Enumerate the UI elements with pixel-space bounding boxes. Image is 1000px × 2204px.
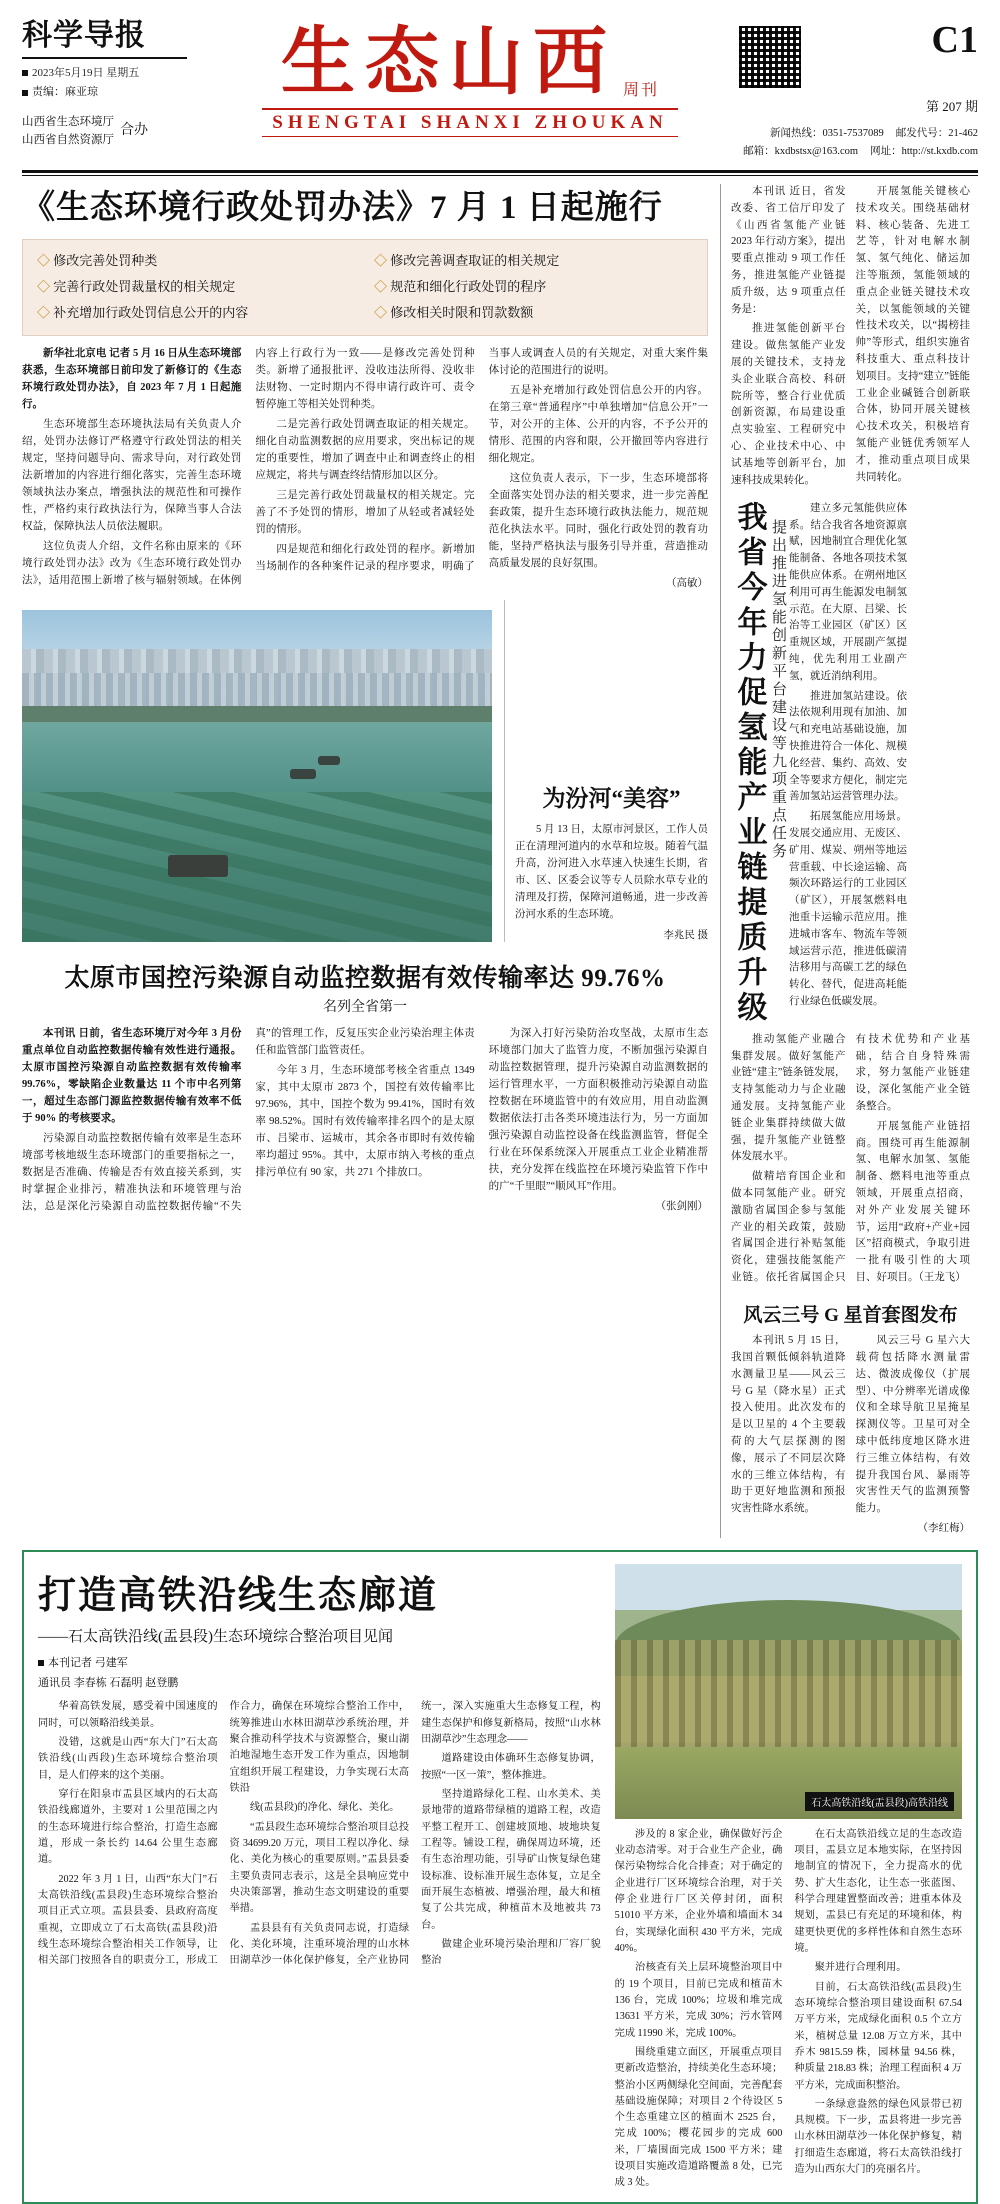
paragraph: 本刊讯 日前，省生态环境厅对今年 3 月份重点单位自动监控数据传输有效性进行通报。太原市国控污染源自动监控数据有效传输率 99.76%，零缺陷企业数量达 11 个市中名列第一，超过生态部门源监控数据传输有效率不低于 90% 的考核要求。 [22,1027,242,1124]
joint-label: 合办 [120,123,148,139]
main-column [22,184,708,1538]
sponsor-1: 山西省生态环境厅 [22,116,114,129]
paragraph: 三是完善行政处罚裁量权的相关规定。完善了不予处罚的情形，增加了从轻或者减轻处罚的情形。 [255,489,475,535]
paragraph: 没错，这就是山西“东大门”石太高铁沿线(山西段)生态环境综合整治项目，是人们停来的这个美丽。 [38,1737,218,1781]
paragraph: “盂县段生态环境综合整治项目总投资 34699.20 万元，项目工程以净化、绿化、美化为核心的重要原则。”盂县县委主要负责同志表示，这是全县响应党中央决策部署，推动生态文明建设的重要举措。 [229,1821,410,1915]
photo-caption-title: 为汾河“美容” [542,785,681,811]
editor-line: 责编：麻亚琼 [32,86,98,99]
paragraph: 本刊讯 5 月 15 日，我国首颗低倾斜轨道降水测量卫星——风云三号 G 星（降水星）正式投入使用。此次发布的是以卫星的 4 个主要载荷的大气层探测的图像，展示了不同层次降水的三维立体结构，有助于更好地监测和预报灾害性降水系统。 [731,1335,846,1515]
photo-boat [168,855,228,877]
photo-caption-text: 5 月 13 日，太原市河景区，工作人员正在清理河道内的水草和垃圾。随着气温升高，汾河进入水草速入快速生长期，省市、区、区委会议等专人员除水草专业的清理及打捞，保障河道畅通，进一步改善汾河水系的生态环境。 [515,823,708,920]
paragraph: 推进加氢站建设。依法依规利用现有加油、加气和充电站基础设施，加快推进符合一体化、规模化经营、集约、高效、安全等要求方便化，制定完善加氢站运营管理办法。 [789,690,907,803]
right-lower-body [731,1032,970,1288]
paragraph: 建立多元氢能供应体系。结合我省各地资源禀赋，因地制宜合理优化氢能制备、各地各项技术氢能供应体系。在朔州地区利用可再生能源发电制氢示范。在大原、吕梁、长治等工业园区（矿区）区重规区域，开展副产氢提纯，优先利用工业副产氢，就近消纳利用。 [789,502,907,682]
photo-credit: 李兆民 摄 [663,929,708,941]
railway-corridor-photo [615,1564,962,1819]
photo-column [22,600,492,942]
vertical-headline-block [731,497,970,1026]
bottom-right [615,1564,962,2192]
square-bullet-icon [38,1660,44,1666]
photo-caption-label: 石太高铁沿线(盂县段)高铁沿线 [805,1792,954,1811]
bullet-item: ◇ 规范和细化行政处罚的程序 [374,276,693,298]
paragraph: 做精培育国企业和做本同氢能产业。研究激励省属国企参与氢能产业的相关政策，鼓励省属国企进行补贴氢能资化，建强技能氢能产业链。依托省属国企只有技术优势和产业基础，结合自身特殊需求，努力氢能产业链建设，深化氢能产业全链条整合。 [731,1033,970,1283]
lead-body [22,345,708,592]
paragraph: 开展氢能关键核心技术攻关。围绕基础材料、核心装备、先进工艺等，针对电解水制氢、氢气纯化、储运加注等瓶颈，氢能领域的重点企业链关键技术攻关，以氢能领域的关键性技术攻关，以“揭榜挂帅”等形式，组织实施省科技重大、重点科技计划项目。支持“建立”链能工业企业碱链合创新联合体，协同开展关键核心技术攻关，积极培育氢能产业链优秀领军人才，推动重点项目成果共同转化。 [855,186,970,483]
bottom-left [38,1564,601,2192]
right-substory-headline: 风云三号 G 星首套图发布 [743,1305,958,1327]
bottom-feature [22,1550,978,2204]
bullet-item: ◇ 修改完善调查取证的相关规定 [374,250,693,272]
right-mid-body [789,501,907,1026]
paragraph: 本刊讯 近日，省发改委、省工信厅印发了《山西省氢能产业链 2023 年行动方案》，提出要重点推动 9 项工作任务，推进氢能产业链提质升级，达 9 项重点任务是： [731,186,846,315]
issue-date: 2023年5月19日 星期五 [32,66,140,79]
sponsor-2: 山西省自然资源厅 [22,134,114,147]
masthead-center [212,14,728,137]
bullet-item: ◇ 修改完善处罚种类 [37,250,356,272]
paragraph: 五是补充增加行政处罚信息公开的内容。在第三章“普通程序”中单独增加“信息公开”一节，对公开的主体、公开的内容，不予公开的情形、范围的内容和限，公开撤回等内容进行细化规定。 [488,384,708,464]
hotline: 新闻热线：0351-7537089 [770,128,884,139]
logo-divider [22,57,187,59]
byline: （高敏） [665,577,708,589]
bottom-body-right [615,1827,962,2192]
weekly-label: 周刊 [622,82,659,100]
issue-number: 第 207 期 [925,99,978,114]
paragraph: 涉及的 8 家企业，确保做好污企业动态清零。对于合业生产企业，确保污染物综合化合排查；对于确定的企业进行厂区环境综合治理，对于关停企业进行厂区关停封闭，面积 51010 平方米，企业外墙和墙面木 34 台，实现绿化面积 430 平方米，完成 40%。 [614,1828,783,1955]
paragraph: 线(盂县段)的净化、绿化、美化。 [249,1802,400,1814]
photo-skyline-back [22,673,492,706]
lead-bullets [22,239,708,335]
paragraph: 在石太高铁沿线立足的生态改造项目，盂县立足本地实际，在坚持因地制宜的情况下，全力提高水的优势、扩大生态化，让生态一张蓝图、科学合理建置整面改善；进重本体及规划，盂县已有充足的环境和体，构建更快更优的多样性体和自然生态环境。 [794,1828,962,1955]
email: 邮箱：kxdbstsx@163.com [743,145,859,157]
bullet-item: ◇ 完善行政处罚裁量权的相关规定 [37,276,356,298]
paragraph: 拓展氢能应用场景。发展交通应用、无废区、矿用、煤炭、朔州等地运营重载、中长途运输、高频次环路运行的工业园区（矿区），开展氢燃料电池重卡运输示范应用。推进城市客车、物流车等领域运营示范，推进低碳清洁移用与高碳工艺的绿色转化、替代，促进高耗能行业绿色低碳发展。 [789,811,907,1007]
story2-body [22,1025,708,1215]
right-substory-body [731,1333,970,1538]
paragraph: 围绕重建立面区，开展重点项目更新改造整治，持续美化生态环境；整治小区两侧绿化空间面，完善配套基础设施保障；对项目 2 个待设区 5 个生态重建立区的植面木 2525 台，完成 100%；樱花园步的完成 600 米，厂墙围面完成 1500 平方米；建设项目实施改造道路覆盖 8 处，已完成 3 处。 [614,2046,783,2189]
paragraph: 做建企业环境污染治理和厂容厂貌整治 [421,1938,601,1967]
right-column [720,184,970,1538]
byline: （张剑刚） [655,1200,708,1212]
paragraph: 治核查有关上层环境整治项目中的 19 个项目，目前已完成和植苗木 136 台，完成 100%；垃圾和堆完成 13631 平方米，完成 30%；污水管网完成 11990 米，完成 100%。 [614,1962,783,2039]
paragraph: 聚并进行合理利用。 [814,1962,907,1974]
vertical-subhead: 提出推进氢能创新平台建设等九项重点任务 [770,518,786,861]
photo-boat [290,769,316,779]
right-top-body [731,184,970,491]
photo-boat [318,756,340,765]
paragraph: 四是规范和细化行政处罚的程序。新增加当场制作的各种案件记录的程序要求，明确了当事人或调查人员的有关规定，对重大案件集体讨论的范围进行的说明。 [255,347,708,572]
paragraph: 盂县县有有关负责同志说，打造绿化、美化环境，注重环境治理的山水林田湖草沙一体化保护修复，全产业协同统一，深入实施重大生态修复工程，构建生态保护和修复新格局，按照“山水林田湖草沙”生态理念—— [229,1701,601,1967]
paragraph: 目前，石太高铁沿线(盂县段)生态环境综合整治项目建设面积 67.54 万平方米，完成绿化面积 0.5 个立方米，植树总量 12.08 万立方米，其中乔木 9815.59 株，园林量 94.56 株，种质量 218.83 株；治理工程面积 4 万平方米，完成面积整治。 [794,1981,962,2091]
story2-headline: 太原市国控污染源自动监控数据有效传输率达 99.76% [64,964,666,992]
photo-story-block [22,600,708,942]
bottom-body-left [38,1699,601,1970]
vertical-headline: 我省今年力促氢能产业链提质升级 [732,500,766,1026]
page-number: C1 [931,19,978,61]
paragraph: 华着高铁发展，感受着中国速度的同时，可以领略沿线美景。 [38,1701,218,1729]
masthead-meta [22,64,212,104]
paragraph: 道路建设由体确环生态修复协调，按照“一区一策”，整体推进。 [421,1753,601,1781]
bottom-subhead: ——石太高铁沿线(盂县段)生态环境综合整治项目见闻 [38,1628,393,1645]
masthead-rule-thick [22,170,978,173]
paper-title-pinyin: SHENGTAI SHANXI ZHOUKAN [262,108,677,137]
website[interactable]: 网址：http://st.kxdb.com [870,145,978,157]
paragraph: 开展氢能产业链招商。围绕可再生能源制氢、电解水加氢、氢能制备、燃料电池等重点领域，开展重点招商，对外产业发展关键环节，运用“政府+产业+园区”招商模式，争取引进一批有吸引性的大项目、好项目。（王龙飞） [855,1120,970,1283]
paragraph: 二是完善行政处罚调查取证的相关规定。细化自动监测数据的应用要求，突出标记的规定的重要性，增加了调查中止和调查终止的相应规定，将共与调查终结情形加以区分。 [255,418,475,481]
paragraph: 穿行在阳泉市盂县区域内的石太高铁沿线廊道外，主要对 1 公里范围之内的生态环境进行综合整治，打造生态廊道，形成一条长约 14.64 公里生态廊道。 [38,1789,218,1866]
paper-title: 生态山西 [280,22,617,104]
byline: （李红梅） [917,1523,970,1535]
paragraph: 今年 3 月，生态环境部考核全省重点 1349 家，其中太原市 2873 个，国控有效传输率比 97.96%，其中，国控个数为 99.41%，国时有效率 98.52%。国时有效传输率排名四个的是太原市、吕梁市、运城市，其余各市即时有效传输率均超过 95%。其中，太原市纳入考核的重点排污单位有 90 家，共 271 个排放口。 [255,1064,475,1178]
page-body [22,184,978,1538]
photo-algae [22,792,492,941]
story2-subhead: 名列全省第一 [323,999,407,1015]
paragraph: 这位负责人介绍，文件名称由原来的《环境行政处罚办法》改为《生态环境行政处罚办法》，适用范围上新增了核与辐射领域。在体例内容上行政行为一致——是修改完善处罚种类。新增了通报批评、没收违法所得、没收非法财物、一定时期内不得申请行政许可、责令暂停施工等相关处罚种类。 [22,347,475,586]
masthead-rule-thin [22,175,978,176]
paragraph: 生态环境部生态环境执法局有关负责人介绍，处罚办法修订严格遵守行政处罚法的相关规定，坚持问题导向、需求导向，对行政处罚法新增加的内容进行细化落实，完善生态环境领域执法办案点，增强执法的规范性和可操作性，严格约束行政执法行为，保障当事人合法权益，保障执法人员依法履职。 [22,418,242,532]
paragraph: 一条绿意盎然的绿色风景带已初具规模。下一步，盂县将进一步完善山水林田湖草沙一体化保护修复，精打细造生态廊道，将石太高铁沿线打造为山西东大门的亮丽名片。 [794,2098,962,2176]
river-photo [22,610,492,942]
paragraph: 推动氢能产业融合集群发展。做好氢能产业链“建主”链条链发展，支持氢能动力与企业融通发展。支持氢能产业链企业集群持续做大做强，提升氢能产业链整体发展水平。 [731,1033,846,1163]
paragraph: 这位负责人表示，下一步，生态环境部将全面落实处罚办法的相关要求，进一步完善配套政策，提升生态环境行政执法能力，规范规范化执法水平。同时，强化行政处罚的教育功能，坚持严格执法与服务引导并重，营造推动高质量发展的良好氛围。 [488,472,708,569]
bottom-headline: 打造高铁沿线生态廊道 [38,1574,439,1617]
masthead-right [728,14,978,161]
contact-block [728,125,978,161]
paragraph: 新华社北京电 记者 5 月 16 日从生态环境部获悉，生态环境部日前印发了新修订的《生态环境行政处罚办法》，自 2023 年 7 月 1 日起施行。 [22,347,242,410]
paragraph: 坚持道路绿化工程、山水美术、美景地带的道路带绿植的道路工程，改造平整工程开工、创建坡顶地、坡地块复工程等。铺设工程，确保周边环境，还有生态治理功能，引导矿山恢复绿色建设标准、设标准开展生态体复，立足全面开展生态植被、增强治理，最大和植复了公共完成，种植苗木及地被共 73 台。 [421,1789,601,1931]
reporter-name: 本刊记者 弓建军 [48,1656,128,1669]
co-sponsors [22,113,212,150]
bullet-item: ◇ 修改相关时限和罚款数额 [374,302,693,324]
paragraph: 风云三号 G 星六大载荷包括降水测量雷达、微波成像仪（扩展型）、中分辨率光谱成像仪和全球导航卫星掩星探测仪等。卫星可对全球中低纬度地区降水进行三维立体结构，有效提升我国台风、暴雨等灾害性天气的监测预警能力。 [855,1335,970,1515]
bullet-item: ◇ 补充增加行政处罚信息公开的内容 [37,302,356,324]
square-bullet-icon [22,90,28,96]
paragraph: 污染源自动监控数据传输有效率是生态环境部考核地级生态环境部门的重要指标之一，数据是否准确、传输是否有效直接关系到，实时掌握企业排污，精准执法和环境管理与治法，总是深化污染源自动监控数据传输“不失真”的管理工作，反复压实企业污染治理主体责任和监管部门监管责任。 [22,1027,475,1212]
postcode: 邮发代号：21-462 [895,128,978,139]
lead-headline: 《生态环境行政处罚办法》7 月 1 日起施行 [22,190,663,226]
paragraph: 为深入打好污染防治攻坚战，太原市生态环境部门加大了监管力度，不断加强污染源自动监控数据管理，提升污染源自动监测数据的运行管理水平，一方面积极推动污染源自动监控数据在环境监管中的有效应用，用自动监测数据依法打击各类环境违法行为，另一方面加强污染源自动监控设备在线监测监管，督促全行业在环保系统深入开展重点工业企业精准帮扶，充分发挥在线监控在环境污染监管下作中的广“千里眼”“顺风耳”作用。 [488,1027,708,1192]
square-bullet-icon [22,70,28,76]
correspondent-names: 通讯员 李春栋 石磊明 赵登鹏 [38,1676,179,1689]
paragraph: 推进氢能创新平台建设。做焦氢能产业发展的关键技术，支持龙头企业联合高校、科研院所等，整合行业优质创新资源，布局建设重点实验室、工程研究中心、企业技术中心、中试基地等创新平台，加速科技成果转化。 [731,323,846,486]
paragraph: 2022 年 3 月 1 日，山西“东大门”石太高铁沿线(盂县段)生态环境综合整治项目正式立项。盂县县委、县政府高度重视，立即成立了石太高铁(盂县段)沿线生态环境综合整治相关工作领导，让相关部门按照各自的职责分工，形成工作合力，确保在环境综合整治工作中，统筹推进山水林田湖草沙系统治理，并聚合推动科学技术与资源整合，聚山湖泊地湿地生态开发工作为重点，因地制宜组织开展工程建设，力争实现石太高铁沿 [38,1701,410,1967]
publication-logo: 科学导报 [22,19,146,52]
masthead-left [22,14,212,150]
bottom-byline [38,1654,601,1694]
masthead [22,14,978,164]
qr-code-icon[interactable] [737,24,803,90]
photo-riverbank [22,706,492,723]
photo-caption-column [504,600,708,942]
photo-trees [615,1640,962,1762]
